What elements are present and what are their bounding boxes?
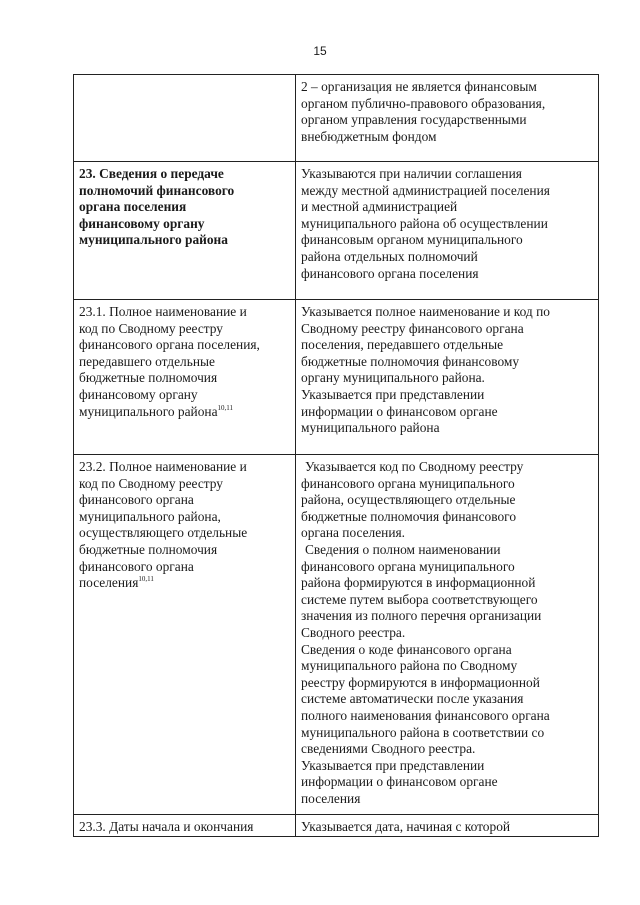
table-cell-right [296, 455, 599, 815]
footnote-ref: 10,11 [217, 403, 234, 412]
cell-text: Указываются при наличии соглашения между местной администрацией поселения и местной администрацией муниципального района об осуществлении финансовым органом муниципального района отдельных полномочий финансового органа поселения [301, 166, 550, 281]
page-number: 15 [313, 44, 327, 58]
table-row [74, 300, 599, 455]
cell-text: 23.3. Даты начала и окончания [79, 819, 254, 834]
table-cell-right [296, 815, 599, 837]
cell-text [79, 459, 291, 592]
cell-text [79, 304, 291, 420]
table-cell-right [296, 75, 599, 162]
cell-paragraph: Сведения о коде финансового органа муниципального района по Сводному реестру формируются в информационной системе автоматически после указания полного наименования финансового органа муниципального района в соответствии со сведениями Сводного реестра. [301, 641, 550, 757]
table-cell-right [296, 300, 599, 455]
table-cell-right [296, 162, 599, 300]
table-cell-left [74, 75, 296, 162]
cell-text: Указывается дата, начиная с которой [301, 819, 511, 834]
table-cell-left [74, 300, 296, 455]
cell-paragraph: Сведения о полном наименовании финансового органа муниципального района формируются в информационной системе путем выбора соответствующего значения из полного перечня организации Сводного реестра. [301, 541, 542, 640]
table-row [74, 815, 599, 837]
field-label: 23.2. Полное наименование и код по Сводному реестру финансового органа муниципального района, осуществляющего отдельные бюджетные полномочия финансового органа поселения [79, 459, 248, 591]
table-cell-left [74, 815, 296, 837]
section-heading: 23. Сведения о передаче полномочий финансового органа поселения финансовому органу муниципального района [79, 166, 235, 248]
table-cell-left [74, 455, 296, 815]
cell-paragraph: Указывается код по Сводному реестру финансового органа муниципального района, осуществляющего отдельные бюджетные полномочия финансового органа поселения. [301, 459, 524, 541]
table-row [74, 75, 599, 162]
cell-paragraph: Указывается при представлении информации о финансовом органе поселения [301, 757, 498, 806]
document-table [73, 74, 599, 837]
table-cell-left [74, 162, 296, 300]
table-row [74, 455, 599, 815]
table-row [74, 162, 599, 300]
field-label: 23.1. Полное наименование и код по Сводному реестру финансового органа поселения, передавшего отдельные бюджетные полномочия финансовому органу муниципального района [79, 304, 260, 419]
footnote-ref: 10,11 [138, 575, 154, 584]
cell-text: 2 – организация не является финансовым органом публично-правового образования, органом управления государственными внебюджетным фондом [301, 79, 546, 144]
cell-text: Указывается полное наименование и код по Сводному реестру финансового органа поселения, передавшего отдельные бюджетные полномочия финансовому органу муниципального района. Указывается при представлении информации о финансовом органе муниципального района [301, 304, 550, 436]
